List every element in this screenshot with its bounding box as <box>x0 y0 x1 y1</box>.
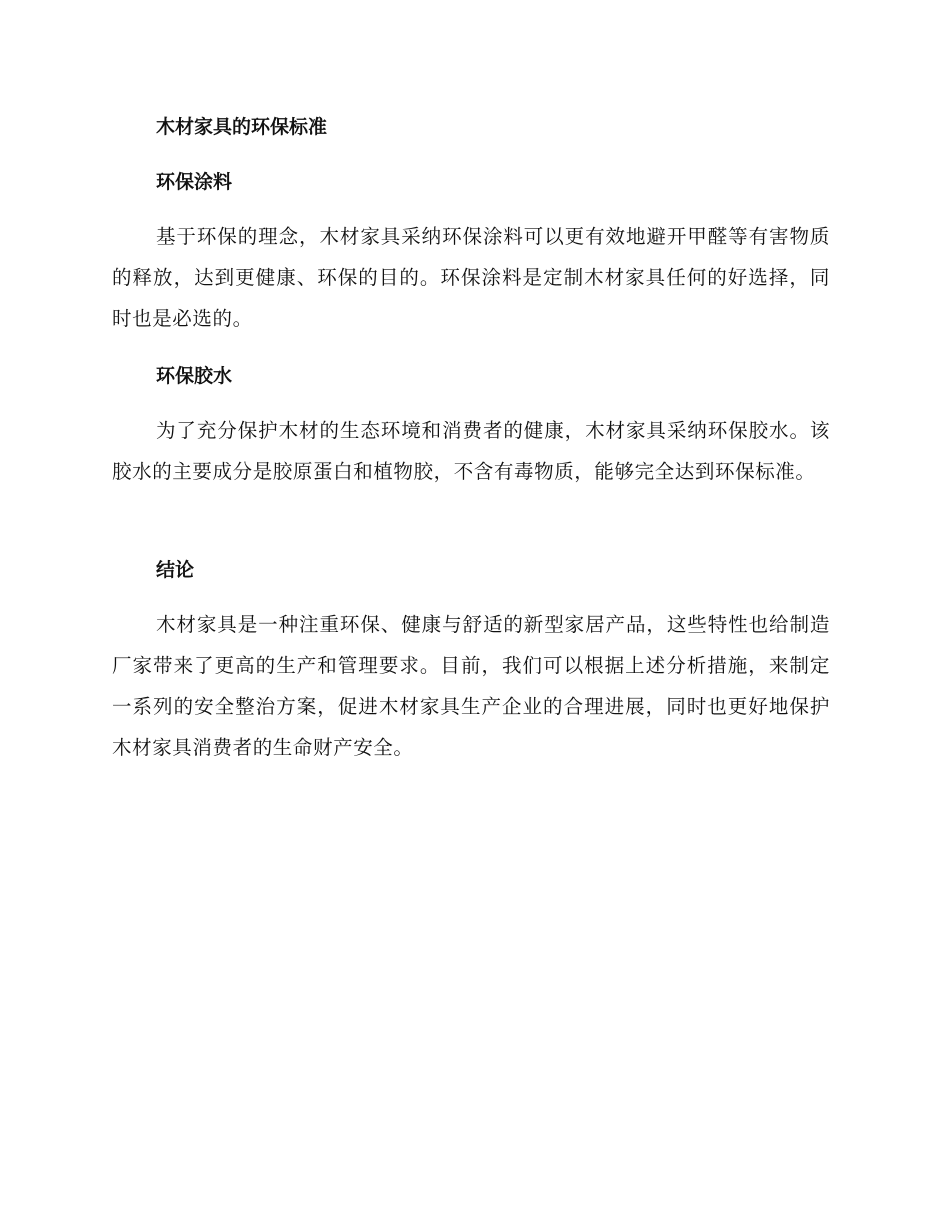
section-paragraph-conclusion: 木材家具是一种注重环保、健康与舒适的新型家居产品，这些特性也给制造厂家带来了更高的生产和管理要求。目前，我们可以根据上述分析措施，来制定一系列的安全整治方案，促进木材家具生产企业的合理进展，同时也更好地保护木材家具消费者的生命财产安全。 <box>112 613 830 759</box>
section-paragraph-eco-glue: 为了充分保护木材的生态环境和消费者的健康，木材家具采纳环保胶水。该胶水的主要成分是胶原蛋白和植物胶，不含有毒物质，能够完全达到环保标准。 <box>112 419 830 483</box>
section-heading-eco-glue: 环保胶水 <box>156 365 233 387</box>
section-heading-eco-coating: 环保涂料 <box>156 171 233 193</box>
document-title: 木材家具的环保标准 <box>156 116 328 138</box>
section-paragraph-eco-coating: 基于环保的理念，木材家具采纳环保涂料可以更有效地避开甲醛等有害物质的释放，达到更健康、环保的目的。环保涂料是定制木材家具任何的好选择，同时也是必选的。 <box>112 225 830 330</box>
section-heading-conclusion: 结论 <box>156 559 195 581</box>
